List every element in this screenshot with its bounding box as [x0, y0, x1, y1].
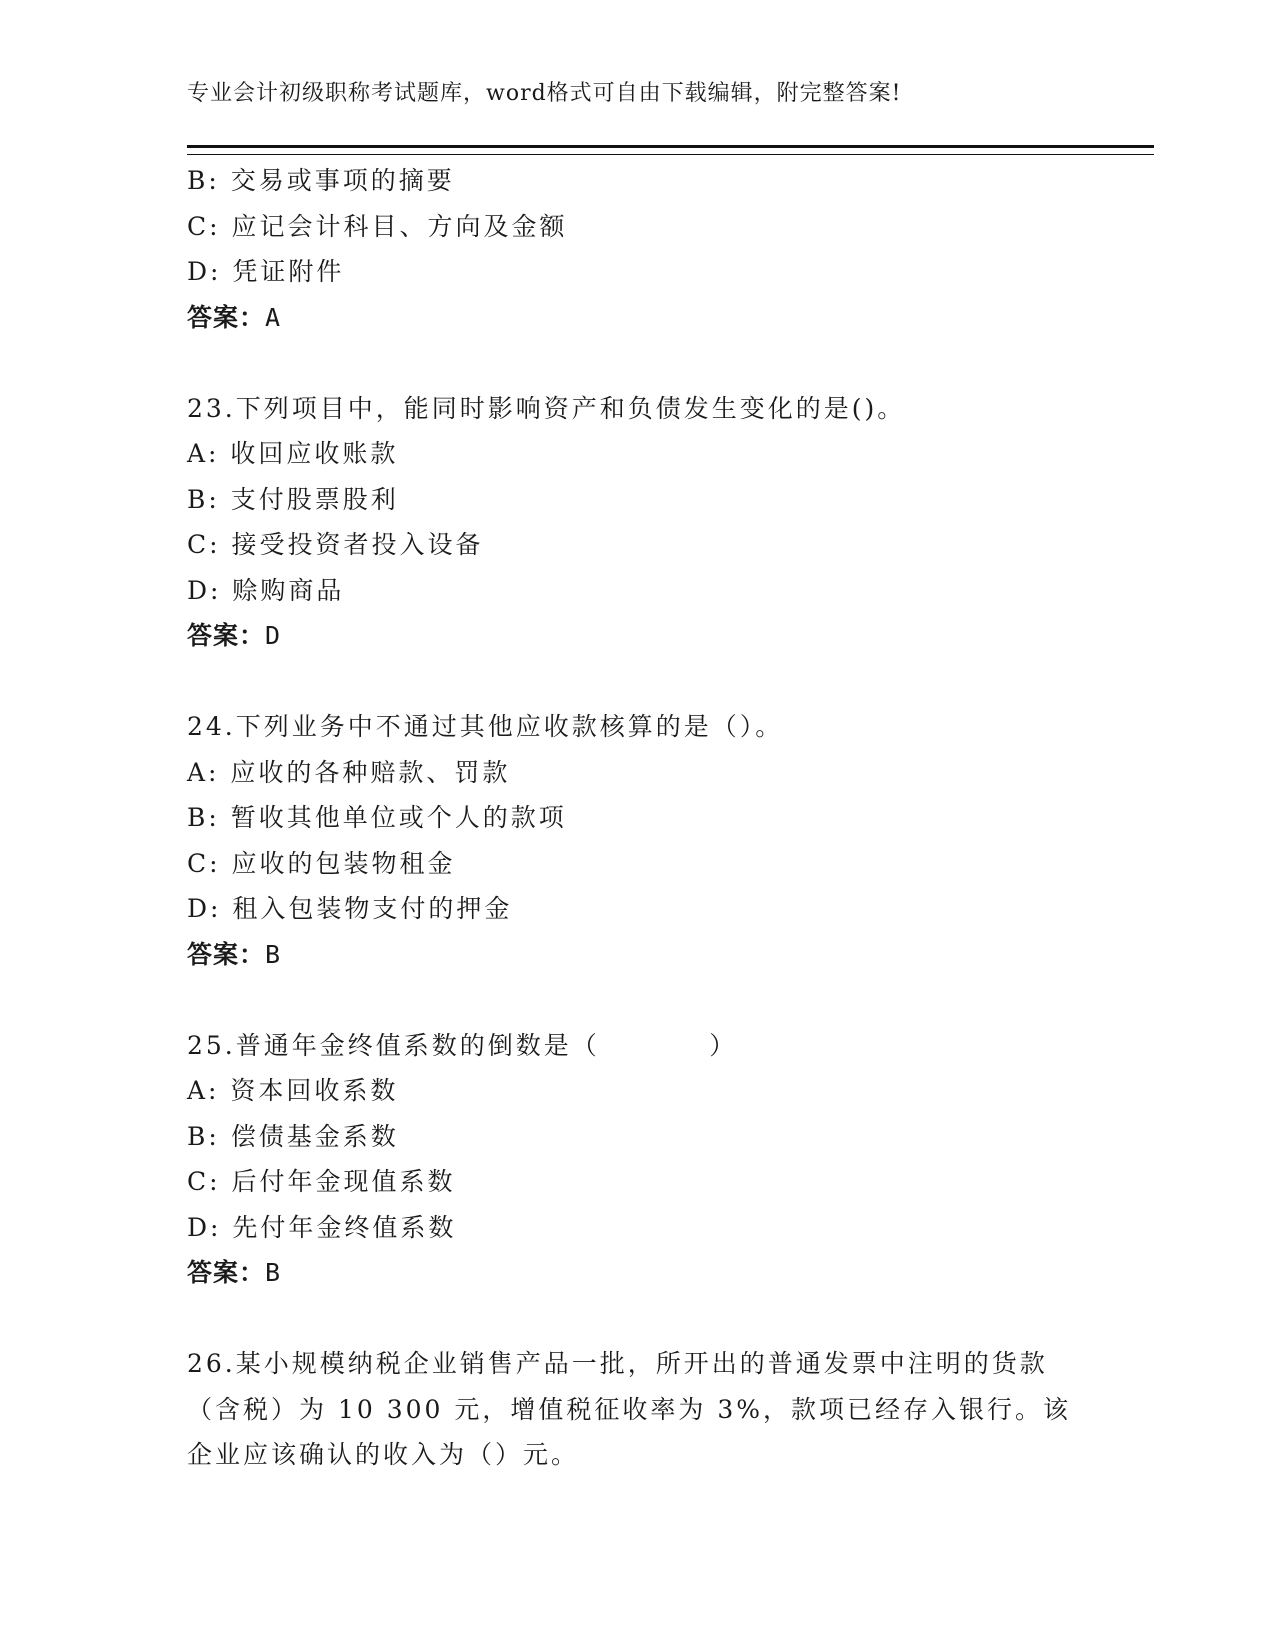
answer-line [187, 613, 1087, 659]
option-a: A: 资本回收系数 [187, 1076, 399, 1105]
question-stem-line: 26.某小规模纳税企业销售产品一批，所开出的普通发票中注明的货款 [187, 1349, 1048, 1378]
page-header: 专业会计初级职称考试题库，word格式可自由下载编辑，附完整答案! [187, 81, 902, 106]
option-c: C: 后付年金现值系数 [187, 1167, 456, 1196]
option-b: B: 偿债基金系数 [187, 1121, 399, 1151]
option-c: C: 接受投资者投入设备 [187, 530, 484, 559]
question-24-block [187, 704, 1087, 977]
question-stem: 23.下列项目中，能同时影响资产和负债发生变化的是()。 [187, 393, 906, 423]
question-stem-line: 企业应该确认的收入为（）元。 [187, 1440, 580, 1469]
spacer [187, 977, 1087, 1023]
answer-label: 答案： [187, 302, 266, 332]
spacer [187, 340, 1087, 386]
answer-value: D [265, 621, 282, 650]
option-d: D: 凭证附件 [187, 257, 345, 286]
option-b: B: 暂收其他单位或个人的款项 [187, 803, 567, 832]
option-c: C: 应收的包装物租金 [187, 848, 456, 878]
option-a: A: 收回应收账款 [187, 439, 399, 468]
question-22-block [187, 158, 1087, 340]
answer-value: A [265, 302, 282, 332]
answer-line [187, 932, 1087, 978]
answer-line [187, 1250, 1087, 1296]
question-23-block [187, 386, 1087, 659]
answer-value: B [265, 939, 282, 969]
option-d: D: 赊购商品 [187, 575, 345, 605]
answer-line [187, 295, 1087, 341]
question-stem-line: （含税）为 10 300 元，增值税征收率为 3%，款项已经存入银行。该 [187, 1394, 1071, 1424]
question-stem: 25.普通年金终值系数的倒数是（ ） [187, 1030, 738, 1060]
question-stem: 24.下列业务中不通过其他应收款核算的是（）。 [187, 712, 784, 741]
option-c: C: 应记会计科目、方向及金额 [187, 211, 568, 241]
answer-label: 答案： [187, 621, 266, 650]
header-divider [187, 145, 1154, 155]
question-25-block [187, 1023, 1087, 1296]
answer-label: 答案： [187, 939, 266, 969]
spacer [187, 659, 1087, 705]
answer-label: 答案： [187, 1258, 266, 1287]
answer-value: B [265, 1258, 282, 1287]
option-b: B: 交易或事项的摘要 [187, 166, 455, 195]
option-a: A: 应收的各种赔款、罚款 [187, 757, 511, 787]
document-body [187, 158, 1087, 1478]
option-d: D: 先付年金终值系数 [187, 1212, 457, 1242]
option-b: B: 支付股票股利 [187, 484, 399, 514]
option-d: D: 租入包装物支付的押金 [187, 894, 513, 923]
question-26-block [187, 1341, 1087, 1478]
spacer [187, 1296, 1087, 1342]
